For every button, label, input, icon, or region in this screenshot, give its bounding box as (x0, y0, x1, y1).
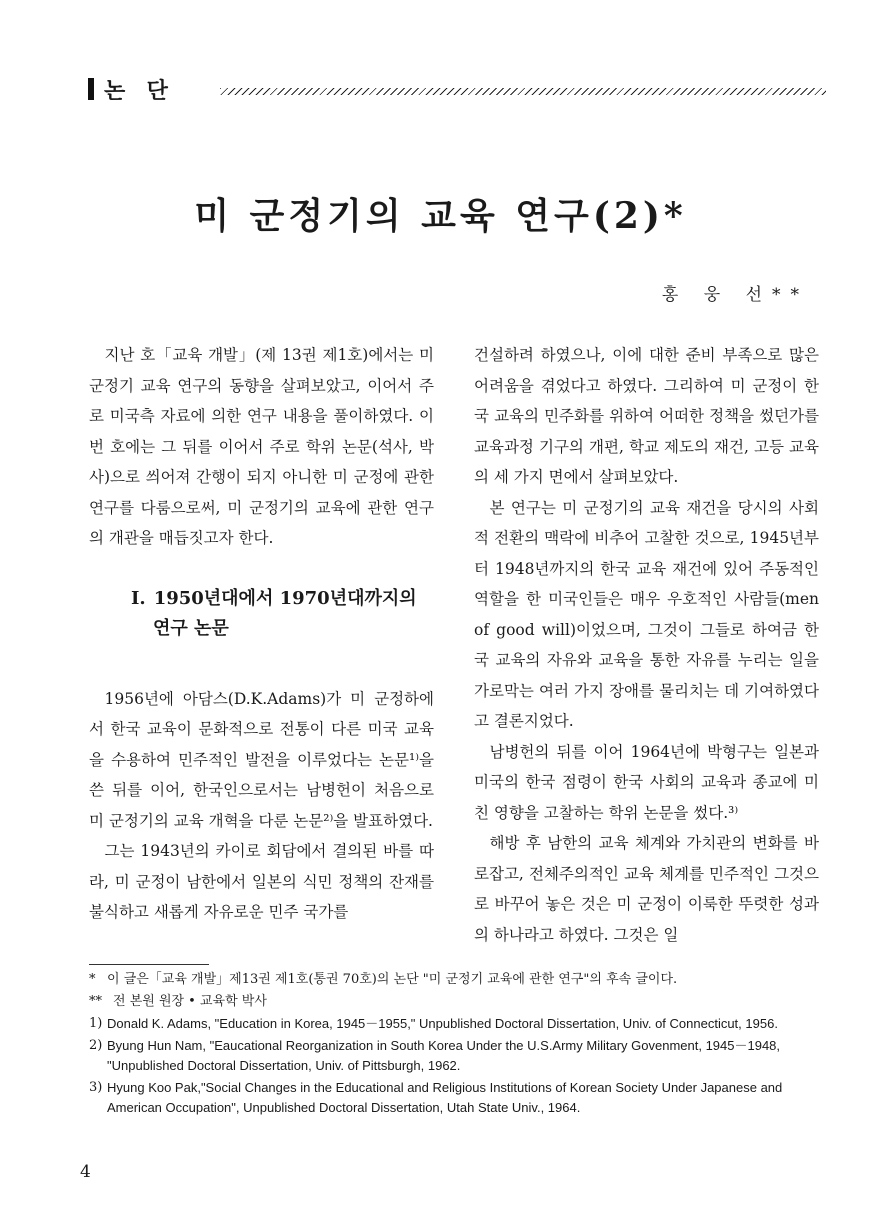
paragraph-continued: 건설하려 하였으나, 이에 대한 준비 부족으로 많은 어려움을 겪었다고 하였다. 그리하여 미 군정이 한국 교육의 민주화를 위하여 어떠한 정책을 썼던가를 교육과정 기구의 개편, 학교 제도의 재건, 고등 교육의 세 가지 면에서 살펴보았다. (474, 346, 819, 486)
paragraph: 남병헌의 뒤를 이어 1964년에 박형구는 일본과 미국의 한국 점령이 한국 사회의 교육과 종교에 미친 영향을 고찰하는 학위 논문을 썼다.³⁾ (474, 742, 819, 822)
paragraph: 1956년에 아담스(D.K.Adams)가 미 군정하에서 한국 교육이 문화적으로 전통이 다른 미국 교육을 수용하여 민주적인 발전을 이루었다는 논문¹⁾을 쓴 뒤를 이어, 한국인으로서는 남병헌이 처음으로 미 군정기의 교육 개혁을 다룬 논문²⁾을 발표하였다. (89, 689, 434, 830)
page-number: 4 (80, 1162, 91, 1182)
article-title: 미 군정기의 교육 연구(2)* (194, 195, 687, 237)
footnote-text: Hyung Koo Pak,"Social Changes in the Educational and Religious Institutions of Korean Society Under Japanese and American Occupation", Unpublished Doctoral Dissertation, Utah State Univ., 1964. (107, 1080, 783, 1115)
section-number: I. (131, 587, 146, 609)
intro-paragraph: 지난 호「교육 개발」(제 13권 제1호)에서는 미 군정기 교육 연구의 동향을 살펴보았고, 이어서 주로 미국측 자료에 의한 연구 내용을 풀이하였다. 이번 호에는 그 뒤를 이어서 주로 학위 논문(석사, 박사)으로 씌어져 간행이 되지 아니한 미 군정에 관한 연구를 다룸으로써, 미 군정기의 교육에 관한 연구의 개관을 매듭짓고자 한다. (89, 346, 434, 547)
footnote-item (89, 970, 821, 990)
right-column (474, 340, 819, 950)
footnote-text: 이 글은「교육 개발」제13권 제1호(통권 70호)의 논단 "미 군정기 교육에 관한 연구"의 후속 글이다. (107, 972, 678, 987)
footnote-text: Byung Hun Nam, "Eaucational Reorganization in South Korea Under the U.S.Army Military Govenment, 1945－1948, "Unpublished Doctoral Dissertation, Univ. of Pittsburgh, 1962. (107, 1038, 781, 1073)
footnote-item (89, 1014, 821, 1034)
footnote-text: 전 본원 원장 • 교육학 박사 (113, 994, 267, 1009)
header-bar-mark (88, 78, 94, 100)
footnote-mark: 2) (89, 1038, 103, 1053)
footnote-mark: ** (89, 994, 102, 1009)
footnote-divider (89, 964, 209, 965)
footnote-mark: 1) (89, 1016, 103, 1031)
header-hatch-rule (220, 88, 826, 95)
section-header (88, 74, 828, 104)
paragraph: 해방 후 남한의 교육 체계와 가치관의 변화를 바로잡고, 전체주의적인 교육 체계를 민주적인 그것으로 바꾸어 놓은 것은 미 군정이 이룩한 뚜렷한 성과의 하나라고 하였다. 그것은 일 (474, 834, 819, 944)
footnote-item (89, 1036, 821, 1076)
footnote-mark: * (89, 972, 96, 987)
footnote-item (89, 992, 821, 1012)
section-label: 논 단 (104, 78, 170, 104)
footnotes (89, 970, 821, 1120)
paragraph: 본 연구는 미 군정기의 교육 재건을 당시의 사회적 전환의 맥락에 비추어 고찰한 것으로, 1945년부터 1948년까지의 한국 교육 재건에 있어 주동적인 역할을 한 미국인들은 매우 우호적인 사람들(men of good will)이었으며, 그것이 그들로 하여금 한국 교육의 자유와 교육을 통한 자유를 누리는 일을 가로막는 여러 가지 장애를 물리치는 데 기여하였다고 결론지었다. (474, 498, 819, 730)
left-column (89, 340, 434, 928)
section-title-line1: 1950년대에서 1970년대까지의 (153, 587, 417, 609)
footnote-text: Donald K. Adams, "Education in Korea, 1945－1955," Unpublished Doctoral Dissertation, Univ. of Connecticut, 1956. (107, 1016, 778, 1031)
paragraph: 그는 1943년의 카이로 회담에서 결의된 바를 따라, 미 군정이 남한에서 일본의 식민 정책의 잔재를 불식하고 새롭게 자유로운 민주 국가를 (89, 842, 434, 921)
footnote-item (89, 1078, 821, 1118)
article-author: 홍 웅 선** (661, 285, 809, 305)
section-heading (89, 584, 434, 644)
section-title-line2: 연구 논문 (153, 617, 229, 639)
footnote-mark: 3) (89, 1080, 103, 1095)
